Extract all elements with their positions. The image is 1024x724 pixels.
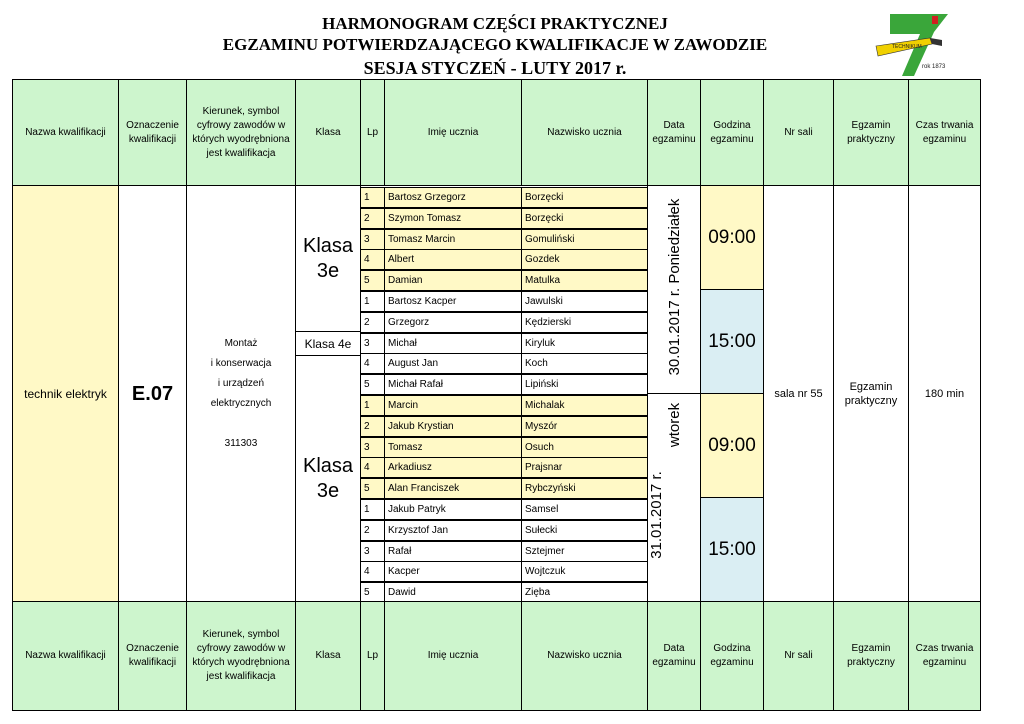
student-lp: 3	[360, 541, 385, 562]
description-line: Montaż	[224, 337, 258, 349]
header-oznaczenie: Oznaczenie kwalifikacji	[118, 601, 187, 711]
header-godzina: Godzina egzaminu	[700, 79, 764, 186]
header-godzina: Godzina egzaminu	[700, 601, 764, 711]
header-lp: Lp	[360, 79, 385, 186]
header-egzamin: Egzamin praktyczny	[833, 601, 909, 711]
header-klasa: Klasa	[295, 79, 361, 186]
student-lp: 4	[360, 249, 385, 270]
student-lp: 1	[360, 395, 385, 416]
student-last-name: Zięba	[521, 582, 648, 603]
student-last-name: Michalak	[521, 395, 648, 416]
exam-time: 15:00	[700, 497, 764, 602]
student-lp: 2	[360, 520, 385, 541]
student-first-name: Szymon Tomasz	[384, 208, 522, 229]
student-first-name: Alan Franciszek	[384, 478, 522, 499]
student-first-name: Arkadiusz	[384, 457, 522, 478]
student-last-name: Lipiński	[521, 374, 648, 395]
student-first-name: Bartosz Kacper	[384, 291, 522, 312]
student-first-name: August Jan	[384, 353, 522, 374]
student-last-name: Borzęcki	[521, 187, 648, 208]
header-sala: Nr sali	[763, 601, 834, 711]
header-czas: Czas trwania egzaminu	[908, 601, 981, 711]
page-title-line2: EGZAMINU POTWIERDZAJĄCEGO KWALIFIKACJE W ZAWODZIE	[222, 35, 768, 54]
header-nazwa: Nazwa kwalifikacji	[12, 601, 119, 711]
header-nazwisko: Nazwisko ucznia	[521, 601, 648, 711]
student-first-name: Dawid	[384, 582, 522, 603]
header-lp: Lp	[360, 601, 385, 711]
student-lp: 1	[360, 499, 385, 520]
svg-text:rok 1873: rok 1873	[922, 64, 946, 70]
student-lp: 4	[360, 353, 385, 374]
student-last-name: Kiryluk	[521, 333, 648, 354]
student-last-name: Gomuliński	[521, 229, 648, 250]
class-cell: Klasa 3e	[295, 185, 361, 332]
description-line: i konserwacja	[210, 357, 272, 369]
student-last-name: Samsel	[521, 499, 648, 520]
student-lp: 3	[360, 229, 385, 250]
student-lp: 4	[360, 561, 385, 582]
page-title-session: SESJA STYCZEŃ - LUTY 2017 r.	[363, 58, 627, 78]
header-klasa: Klasa	[295, 601, 361, 711]
qualification-name: technik elektryk	[12, 185, 119, 602]
student-lp: 2	[360, 416, 385, 437]
room-cell: sala nr 55	[763, 185, 834, 602]
student-lp: 4	[360, 457, 385, 478]
student-first-name: Jakub Patryk	[384, 499, 522, 520]
student-last-name: Osuch	[521, 437, 648, 458]
exam-date-text: 31.01.2017 r.	[648, 471, 665, 559]
description-line: i urządzeń	[217, 377, 265, 389]
exam-date-text: 30.01.2017 r. Poniedziałek	[666, 198, 683, 376]
header-imie: Imię ucznia	[384, 601, 522, 711]
student-last-name: Kędzierski	[521, 312, 648, 333]
student-lp: 5	[360, 374, 385, 395]
student-last-name: Jawulski	[521, 291, 648, 312]
header-kierunek: Kierunek, symbol cyfrowy zawodów w których wyodrębniona jest kwalifikacja	[186, 79, 296, 186]
header-egzamin: Egzamin praktyczny	[833, 79, 909, 186]
exam-time: 09:00	[700, 393, 764, 498]
header-data: Data egzaminu	[647, 79, 701, 186]
qualification-description	[186, 185, 296, 602]
student-last-name: Sułecki	[521, 520, 648, 541]
class-cell: Klasa 3e	[295, 355, 361, 602]
student-last-name: Gozdek	[521, 249, 648, 270]
duration-cell: 180 min	[908, 185, 981, 602]
student-last-name: Matulka	[521, 270, 648, 291]
student-first-name: Tomasz Marcin	[384, 229, 522, 250]
student-first-name: Krzysztof Jan	[384, 520, 522, 541]
header-kierunek: Kierunek, symbol cyfrowy zawodów w których wyodrębniona jest kwalifikacja	[186, 601, 296, 711]
student-first-name: Kacper	[384, 561, 522, 582]
student-first-name: Grzegorz	[384, 312, 522, 333]
header-imie: Imię ucznia	[384, 79, 522, 186]
student-lp: 5	[360, 478, 385, 499]
student-first-name: Bartosz Grzegorz	[384, 187, 522, 208]
exam-day-text: wtorek	[666, 402, 683, 448]
student-last-name: Prajsnar	[521, 457, 648, 478]
student-lp: 2	[360, 208, 385, 229]
student-first-name: Michał	[384, 333, 522, 354]
header-oznaczenie: Oznaczenie kwalifikacji	[118, 79, 187, 186]
student-last-name: Koch	[521, 353, 648, 374]
student-first-name: Damian	[384, 270, 522, 291]
header-nazwa: Nazwa kwalifikacji	[12, 79, 119, 186]
student-last-name: Sztejmer	[521, 541, 648, 562]
header-data: Data egzaminu	[647, 601, 701, 711]
svg-text:TECHNIKUM: TECHNIKUM	[892, 44, 922, 50]
header-czas: Czas trwania egzaminu	[908, 79, 981, 186]
student-lp: 1	[360, 187, 385, 208]
exam-type-cell: Egzamin praktyczny	[833, 185, 909, 602]
student-first-name: Albert	[384, 249, 522, 270]
page-title-line1: HARMONOGRAM CZĘŚCI PRAKTYCZNEJ	[322, 14, 668, 33]
student-lp: 2	[360, 312, 385, 333]
student-first-name: Tomasz	[384, 437, 522, 458]
student-first-name: Michał Rafał	[384, 374, 522, 395]
student-lp: 3	[360, 437, 385, 458]
student-first-name: Marcin	[384, 395, 522, 416]
exam-date-cell	[647, 393, 701, 602]
header-nazwisko: Nazwisko ucznia	[521, 79, 648, 186]
student-last-name: Borzęcki	[521, 208, 648, 229]
student-lp: 1	[360, 291, 385, 312]
description-line: 311303	[224, 437, 258, 449]
student-first-name: Jakub Krystian	[384, 416, 522, 437]
student-first-name: Rafał	[384, 541, 522, 562]
exam-time: 15:00	[700, 289, 764, 394]
student-last-name: Wojtczuk	[521, 561, 648, 582]
exam-time: 09:00	[700, 185, 764, 290]
student-lp: 5	[360, 270, 385, 291]
description-line: elektrycznych	[210, 397, 272, 409]
student-last-name: Rybczyński	[521, 478, 648, 499]
student-last-name: Myszór	[521, 416, 648, 437]
exam-date-cell	[647, 185, 701, 394]
qualification-code: E.07	[118, 185, 187, 602]
student-lp: 3	[360, 333, 385, 354]
header-sala: Nr sali	[763, 79, 834, 186]
student-lp: 5	[360, 582, 385, 603]
class-cell: Klasa 4e	[295, 331, 361, 356]
